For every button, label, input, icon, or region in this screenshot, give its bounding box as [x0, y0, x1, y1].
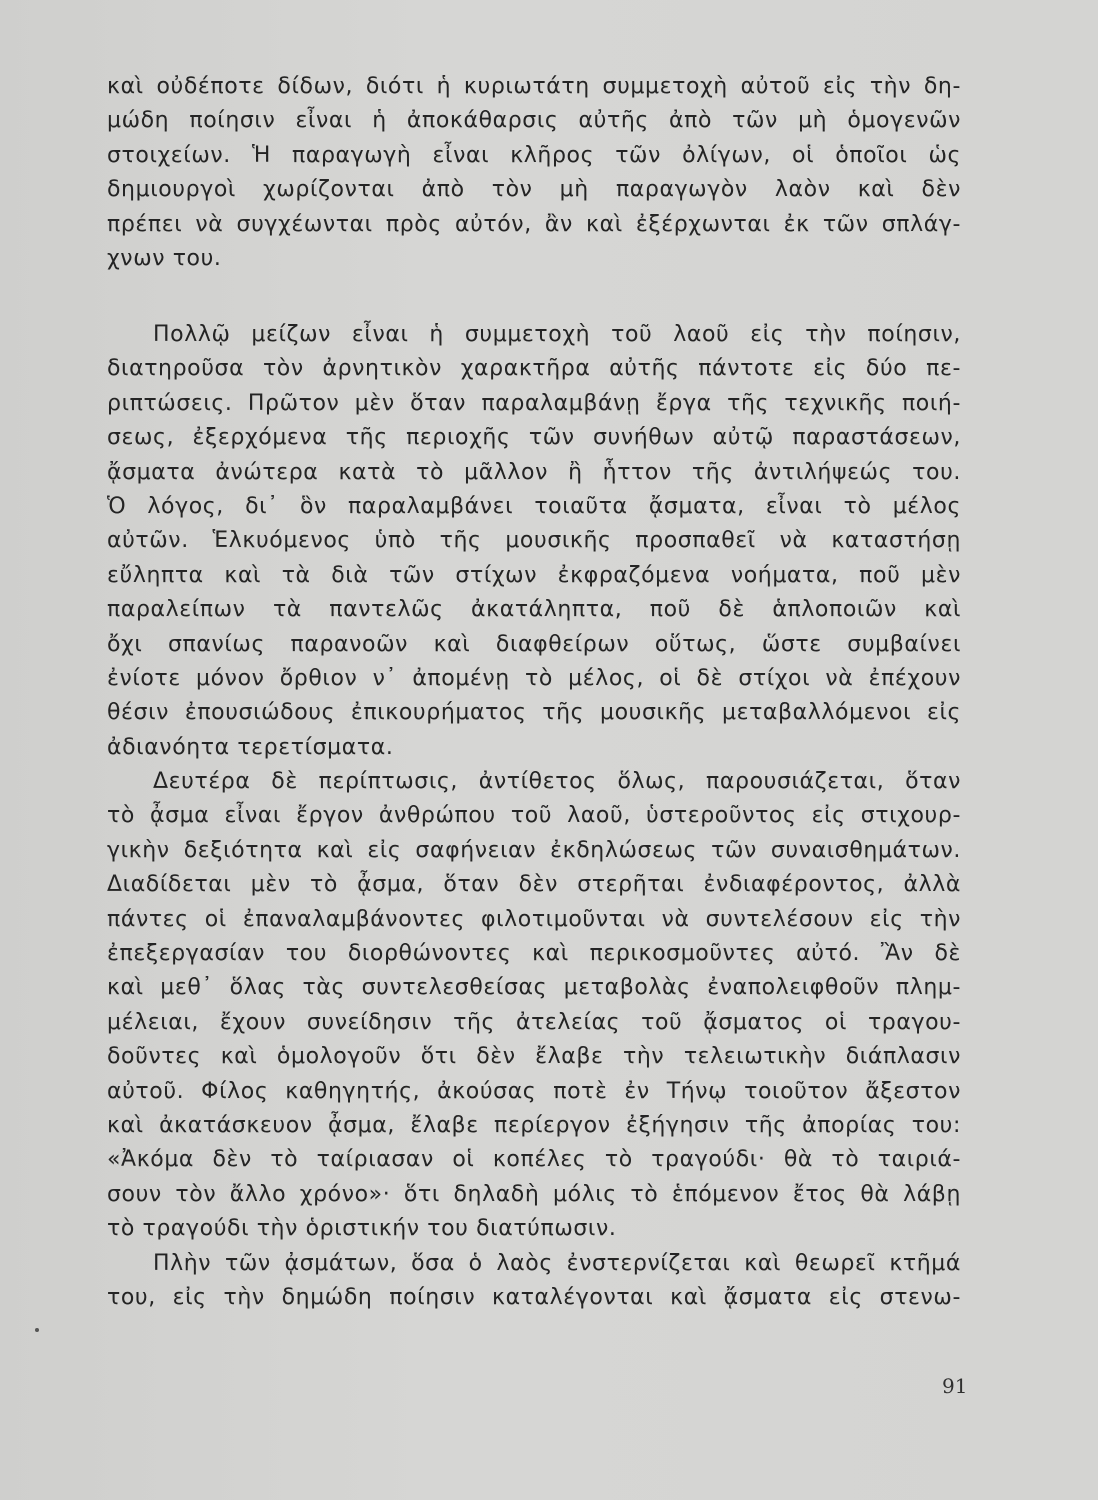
text-line: πρέπει νὰ συγχέωνται πρὸς αὐτόν, ἂν καὶ ἐξέρχωνται ἐκ τῶν σπλάγ-	[107, 211, 961, 237]
text-line: στοιχείων. Ἡ παραγωγὴ εἶναι κλῆρος τῶν ὀλίγων, οἱ ὁποῖοι ὡς	[107, 142, 961, 168]
text-line: Ὁ λόγος, δι᾽ ὃν παραλαμβάνει τοιαῦτα ᾄσματα, εἶναι τὸ μέλος	[107, 493, 961, 519]
text-line: παραλείπων τὰ παντελῶς ἀκατάληπτα, ποῦ δὲ ἁπλοποιῶν καὶ	[107, 597, 961, 623]
text-body-main	[107, 318, 961, 1315]
text-line: ἀδιανόητα τερετίσματα.	[107, 734, 394, 760]
text-line: καὶ ἀκατάσκευον ᾆσμα, ἔλαβε περίεργον ἐξήγησιν τῆς ἀπορίας του:	[107, 1112, 961, 1138]
text-line: του, εἰς τὴν δημώδη ποίησιν καταλέγονται καὶ ᾄσματα εἰς στενω-	[107, 1284, 961, 1310]
text-line: τὸ ᾆσμα εἶναι ἔργον ἀνθρώπου τοῦ λαοῦ, ὑστεροῦντος εἰς στιχουρ-	[107, 803, 961, 829]
text-line: γικὴν δεξιότητα καὶ εἰς σαφήνειαν ἐκδηλώσεως τῶν συναισθημάτων.	[107, 837, 961, 863]
text-line: καὶ οὐδέποτε δίδων, διότι ἡ κυριωτάτη συμμετοχὴ αὐτοῦ εἰς τὴν δη-	[107, 74, 961, 99]
margin-speck	[35, 1328, 39, 1332]
text-line: εὔληπτα καὶ τὰ διὰ τῶν στίχων ἐκφραζόμενα νοήματα, ποῦ μὲν	[107, 562, 961, 588]
text-line: καὶ μεθ᾽ ὅλας τὰς συντελεσθείσας μεταβολὰς ἐναπολειφθοῦν πλημ-	[107, 975, 961, 1001]
text-line: αὐτοῦ. Φίλος καθηγητής, ἀκούσας ποτὲ ἐν Τήνῳ τοιοῦτον ἄξεστον	[107, 1078, 961, 1104]
text-line: αὐτῶν. Ἑλκυόμενος ὑπὸ τῆς μουσικῆς προσπαθεῖ νὰ καταστήσῃ	[107, 528, 961, 554]
text-line: ἐπεξεργασίαν του διορθώνοντες καὶ περικοσμοῦντες αὐτό. Ἂν δὲ	[107, 941, 961, 967]
text-line: ᾄσματα ἀνώτερα κατὰ τὸ μᾶλλον ἢ ἧττον τῆς ἀντιλήψεώς του.	[107, 459, 961, 485]
text-line: θέσιν ἐπουσιώδους ἐπικουρήματος τῆς μουσικῆς μεταβαλλόμενοι εἰς	[107, 700, 961, 726]
text-line: Δευτέρα δὲ περίπτωσις, ἀντίθετος ὅλως, παρουσιάζεται, ὅταν	[153, 769, 961, 795]
text-line: ἐνίοτε μόνον ὄρθιον ν᾽ ἀπομένῃ τὸ μέλος, οἱ δὲ στίχοι νὰ ἐπέχουν	[107, 665, 961, 691]
text-line: σεως, ἐξερχόμενα τῆς περιοχῆς τῶν συνήθων αὐτῷ παραστάσεων,	[107, 425, 961, 451]
page-number: 91	[942, 1374, 968, 1398]
text-line: τὸ τραγούδι τὴν ὁριστικήν του διατύπωσιν.	[107, 1216, 617, 1242]
text-line: μώδη ποίησιν εἶναι ἡ ἀποκάθαρσις αὐτῆς ἀπὸ τῶν μὴ ὁμογενῶν	[107, 108, 961, 134]
text-line: δοῦντες καὶ ὁμολογοῦν ὅτι δὲν ἔλαβε τὴν τελειωτικὴν διάπλασιν	[107, 1044, 961, 1070]
text-line: σουν τὸν ἄλλο χρόνο»· ὅτι δηλαδὴ μόλις τὸ ἑπόμενον ἔτος θὰ λάβῃ	[107, 1181, 961, 1207]
text-line: Πλὴν τῶν ᾀσμάτων, ὅσα ὁ λαὸς ἐνστερνίζεται καὶ θεωρεῖ κτῆμά	[153, 1250, 961, 1276]
text-line: ριπτώσεις. Πρῶτον μὲν ὅταν παραλαμβάνῃ ἔργα τῆς τεχνικῆς ποιή-	[107, 390, 961, 416]
text-line: δημιουργοὶ χωρίζονται ἀπὸ τὸν μὴ παραγωγὸν λαὸν καὶ δὲν	[107, 177, 961, 203]
text-line: ὄχι σπανίως παρανοῶν καὶ διαφθείρων οὕτως, ὥστε συμβαίνει	[107, 631, 961, 657]
text-line: μέλειαι, ἔχουν συνείδησιν τῆς ἀτελείας τοῦ ᾄσματος οἱ τραγου-	[107, 1009, 961, 1035]
text-line: χνων του.	[107, 245, 222, 271]
text-line: Διαδίδεται μὲν τὸ ᾆσμα, ὅταν δὲν στερῆται ἐνδιαφέροντος, ἀλλὰ	[107, 872, 961, 898]
text-line: «Ἀκόμα δὲν τὸ ταίριασαν οἱ κοπέλες τὸ τραγούδι· θὰ τὸ ταιριά-	[107, 1147, 961, 1173]
text-body-top	[107, 70, 961, 276]
text-line: Πολλῷ μείζων εἶναι ἡ συμμετοχὴ τοῦ λαοῦ εἰς τὴν ποίησιν,	[153, 322, 961, 347]
text-line: διατηροῦσα τὸν ἀρνητικὸν χαρακτῆρα αὐτῆς πάντοτε εἰς δύο πε-	[107, 356, 961, 382]
text-line: πάντες οἱ ἐπαναλαμβάνοντες φιλοτιμοῦνται νὰ συντελέσουν εἰς τὴν	[107, 906, 961, 932]
